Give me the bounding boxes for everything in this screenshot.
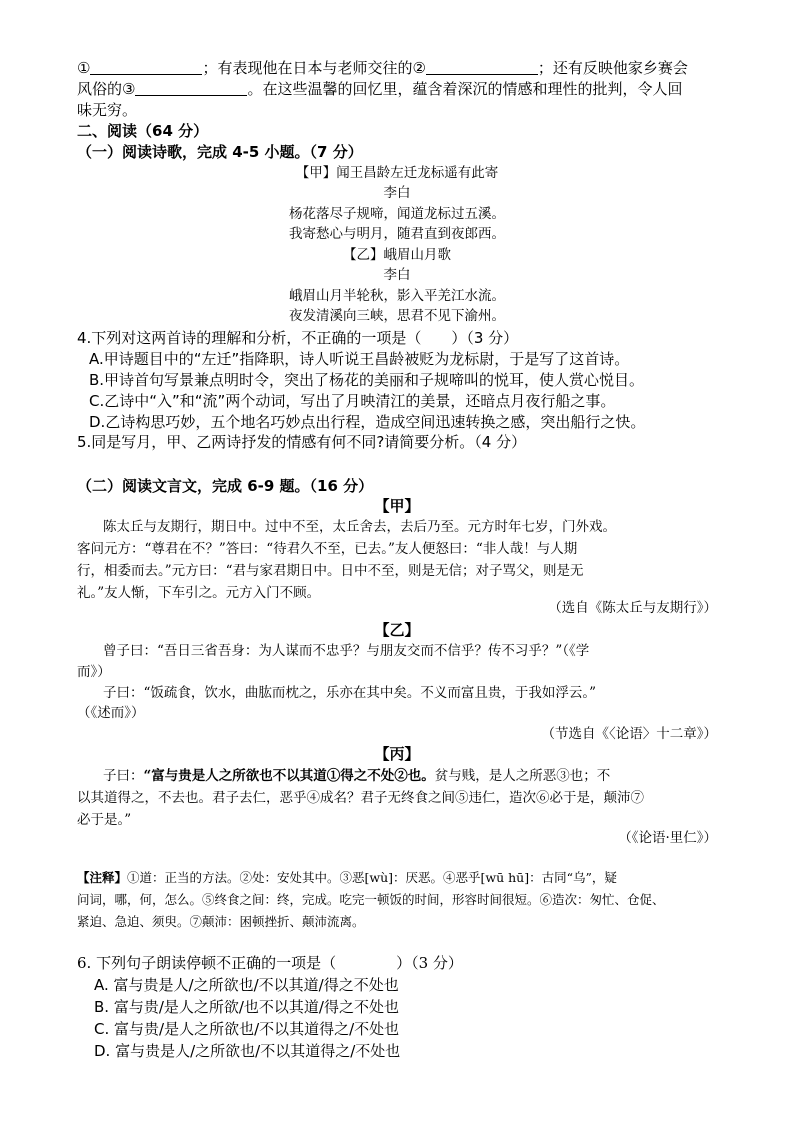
text-jia-line-4: 礼。”友人惭，下车引之。元方入门不顾。 bbox=[77, 585, 321, 601]
intro-circle-1: ① bbox=[77, 59, 91, 77]
text-bing-label: 【丙】 bbox=[374, 745, 420, 763]
text-yi-line-2: 而》） bbox=[77, 664, 111, 680]
text-jia-line-3: 行，相委而去。”元方曰：“君与家君期日中。日中不至，则是无信；对子骂父，则是无 bbox=[77, 563, 584, 579]
poem-b-line-1: 峨眉山月半轮秋，影入平羌江水流。 bbox=[289, 288, 505, 304]
question-6-option-d[interactable]: D. 富与贵是人/之所欲也/不以其道得之/不处也 bbox=[94, 1042, 401, 1060]
text-yi-label: 【乙】 bbox=[374, 621, 420, 639]
poem-b-title: 【乙】峨眉山月歌 bbox=[343, 247, 451, 263]
answer-blank-3[interactable] bbox=[135, 80, 247, 96]
text-jia-source: （选自《陈太丘与友期行》） bbox=[548, 600, 717, 616]
text-yi-line-3: 子曰：“饭疏食，饮水，曲肱而枕之，乐亦在其中矣。不义而富且贵，于我如浮云。” bbox=[103, 685, 597, 701]
answer-blank-1[interactable] bbox=[90, 59, 202, 75]
poem-a-title: 【甲】闻王昌龄左迁龙标遥有此寄 bbox=[295, 165, 499, 181]
intro-text-4: 。在这些温馨的回忆里，蕴含着深沉的情感和理性的批判，令人回 bbox=[247, 80, 683, 98]
section-2-title: 二、阅读（64 分） bbox=[77, 122, 209, 140]
notes-text-1: ①道：正当的方法。②处：安处其中。③恶[wù]：厌恶。④恶乎[wū hū]：古同“乌”，疑 bbox=[127, 870, 617, 885]
text-bing-opening: 子曰： bbox=[103, 768, 144, 784]
text-yi-line-1: 曾子曰：“吾日三省吾身：为人谋而不忠乎？与朋友交而不信乎？传不习乎？”（《学 bbox=[103, 643, 590, 659]
question-6-option-b[interactable]: B. 富与贵/是人之所欲/也不以其道/得之不处也 bbox=[94, 998, 399, 1016]
answer-blank-2[interactable] bbox=[426, 59, 538, 75]
text-yi-source: （节选自《〈论语〉十二章》） bbox=[541, 726, 717, 742]
text-bing-bold-sentence: “富与贵是人之所欲也不以其道①得之不处②也。 bbox=[143, 768, 435, 784]
notes-line-3: 紧迫、急迫、须臾。⑦颠沛：困顿挫折、颠沛流离。 bbox=[77, 914, 365, 929]
text-yi-line-4: （《述而》） bbox=[77, 705, 145, 721]
intro-text-2: ；还有反映他家乡赛会 bbox=[537, 59, 688, 77]
question-6-option-a[interactable]: A. 富与贵是人/之所欲也/不以其道/得之不处也 bbox=[94, 976, 399, 994]
text-jia-line-2: 客问元方：“尊君在不？”答曰：“待君久不至，已去。”友人便怒曰：“非人哉！与人期 bbox=[77, 541, 578, 557]
part-2-title: （二）阅读文言文，完成 6-9 题。（16 分） bbox=[77, 477, 374, 495]
notes-line-1 bbox=[77, 868, 617, 888]
text-bing-source: （《论语·里仁》） bbox=[618, 830, 717, 846]
question-4-option-a[interactable]: A.甲诗题目中的“左迁”指降职，诗人听说王昌龄被贬为龙标尉，于是写了这首诗。 bbox=[89, 350, 630, 368]
poem-a-author: 李白 bbox=[383, 185, 411, 201]
poem-a-line-2: 我寄愁心与明月，随君直到夜郎西。 bbox=[289, 226, 505, 242]
question-4-option-c[interactable]: C.乙诗中“入”和“流”两个动词，写出了月映清江的美景，还暗点月夜行船之事。 bbox=[89, 392, 616, 410]
question-4-option-b[interactable]: B.甲诗首句写景兼点明时令，突出了杨花的美丽和子规啼叫的悦耳，使人赏心悦目。 bbox=[89, 371, 645, 389]
question-6-stem: 6. 下列句子朗读停顿不正确的一项是（ ）（3 分） bbox=[77, 954, 463, 972]
question-6-option-c[interactable]: C. 富与贵/是人之所欲也/不以其道得之/不处也 bbox=[94, 1020, 400, 1038]
text-bing-line-2: 以其道得之，不去也。君子去仁，恶乎④成名？君子无终食之间⑤违仁，造次⑥必于是，颠沛⑦ bbox=[77, 790, 644, 806]
poem-b-author: 李白 bbox=[383, 267, 411, 283]
text-bing-line-1 bbox=[103, 766, 610, 786]
poem-a-line-1: 杨花落尽子规啼，闻道龙标过五溪。 bbox=[289, 206, 505, 222]
poem-b-line-2: 夜发清溪向三峡，思君不见下渝州。 bbox=[289, 308, 505, 324]
intro-line-1 bbox=[77, 58, 688, 78]
intro-text-3: 风俗的③ bbox=[77, 80, 136, 98]
intro-line-2 bbox=[77, 79, 682, 99]
notes-line-2: 问词，哪，何，怎么。⑤终食之间：终，完成。吃完一顿饭的时间，形容时间很短。⑥造次：匆忙、仓促、 bbox=[77, 892, 665, 907]
question-4-option-d[interactable]: D.乙诗构思巧妙，五个地名巧妙点出行程，造成空间迅速转换之感，突出船行之快。 bbox=[89, 413, 646, 431]
part-1-title: （一）阅读诗歌，完成 4-5 小题。（7 分） bbox=[77, 143, 363, 161]
question-5: 5.同是写月，甲、乙两诗抒发的情感有何不同?请简要分析。（4 分） bbox=[77, 433, 527, 451]
text-jia-label: 【甲】 bbox=[374, 497, 420, 515]
text-bing-line-1-rest: 贫与贱，是人之所恶③也；不 bbox=[434, 768, 611, 784]
text-jia-line-1: 陈太丘与友期行，期日中。过中不至，太丘舍去，去后乃至。元方时年七岁，门外戏。 bbox=[103, 519, 616, 535]
intro-line-3: 味无穷。 bbox=[77, 101, 138, 119]
notes-label: 【注释】 bbox=[77, 870, 128, 885]
question-4-stem: 4.下列对这两首诗的理解和分析，不正确的一项是（ ）（3 分） bbox=[77, 329, 519, 347]
text-bing-line-3: 必于是。” bbox=[77, 812, 132, 828]
intro-text-1: ；有表现他在日本与老师交往的② bbox=[202, 59, 426, 77]
